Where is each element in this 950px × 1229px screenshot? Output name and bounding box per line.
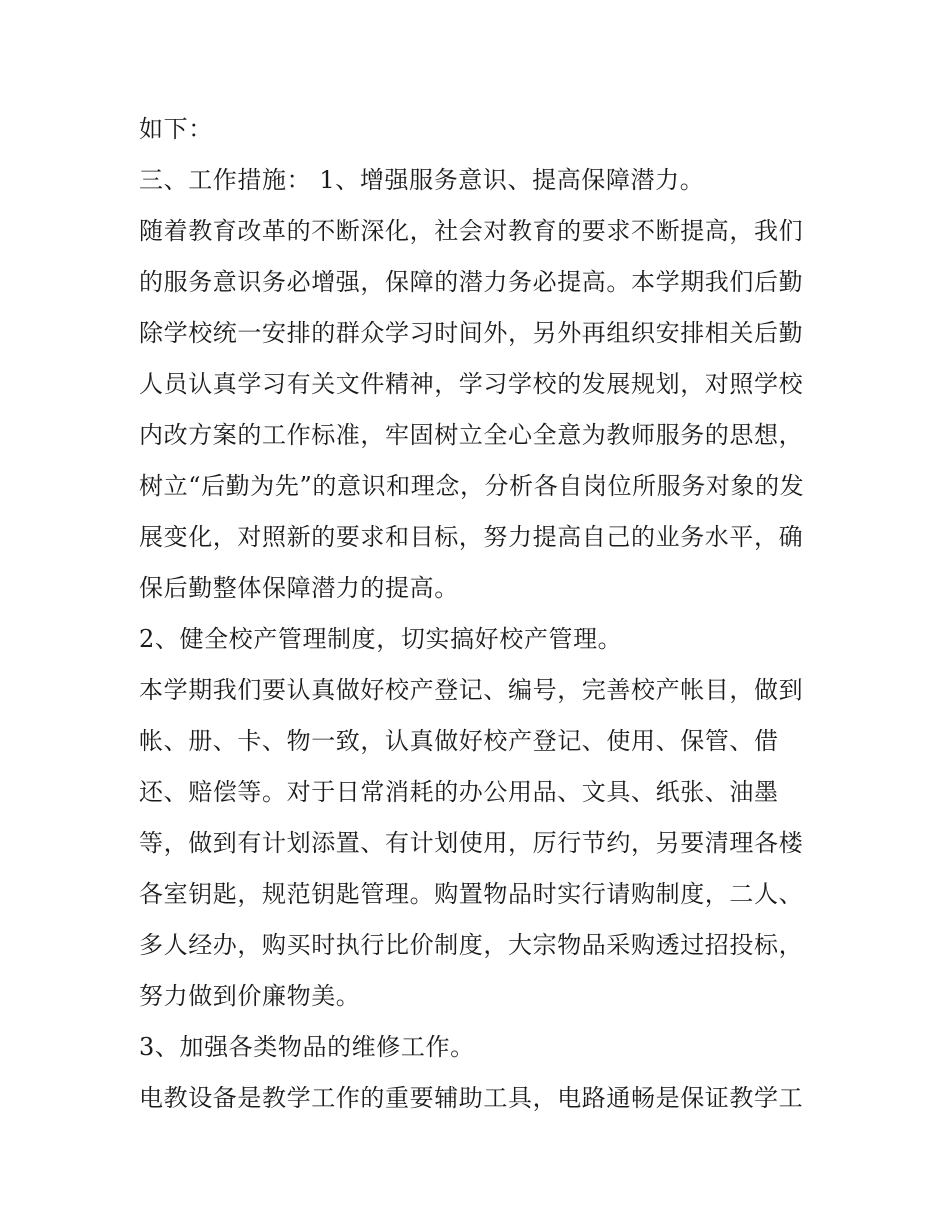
text-line: 除学校统一安排的群众学习时间外，另外再组织安排相关后勤 [139, 319, 804, 347]
text-line: 展变化，对照新的要求和目标，努力提高自己的业务水平，确 [139, 523, 804, 551]
text-line: 保后勤整体保障潜力的提高。 [139, 574, 459, 602]
section-heading: 3、加强各类物品的维修工作。 [139, 1033, 475, 1061]
text-line: 努力做到价廉物美。 [139, 982, 361, 1010]
text-line: 等，做到有计划添置、有计划使用，厉行节约，另要清理各楼 [139, 829, 804, 857]
text-line: 树立“后勤为先”的意识和理念，分析各自岗位所服务对象的发 [139, 472, 805, 500]
text-line: 各室钥匙，规范钥匙管理。购置物品时实行请购制度，二人、 [139, 880, 804, 908]
text-line: 多人经办，购买时执行比价制度，大宗物品采购透过招投标， [139, 931, 804, 959]
text-line: 本学期我们要认真做好校产登记、编号，完善校产帐目，做到 [139, 676, 804, 704]
text-line: 的服务意识务必增强，保障的潜力务必提高。本学期我们后勤 [139, 268, 804, 296]
text-line: 电教设备是教学工作的重要辅助工具，电路通畅是保证教学工 [139, 1084, 804, 1112]
section-heading: 2、健全校产管理制度，切实搞好校产管理。 [139, 625, 623, 653]
text-line: 随着教育改革的不断深化，社会对教育的要求不断提高，我们 [139, 217, 804, 245]
text-line: 内改方案的工作标准，牢固树立全心全意为教师服务的思想， [139, 421, 804, 449]
section-heading: 三、工作措施： 1、增强服务意识、提高保障潜力。 [139, 166, 705, 194]
text-line: 还、赔偿等。对于日常消耗的办公用品、文具、纸张、油墨 [139, 778, 779, 806]
text-line: 帐、册、卡、物一致，认真做好校产登记、使用、保管、借 [139, 727, 779, 755]
text-line: 人员认真学习有关文件精神，学习学校的发展规划，对照学校 [139, 370, 804, 398]
text-line: 如下： [139, 115, 213, 143]
